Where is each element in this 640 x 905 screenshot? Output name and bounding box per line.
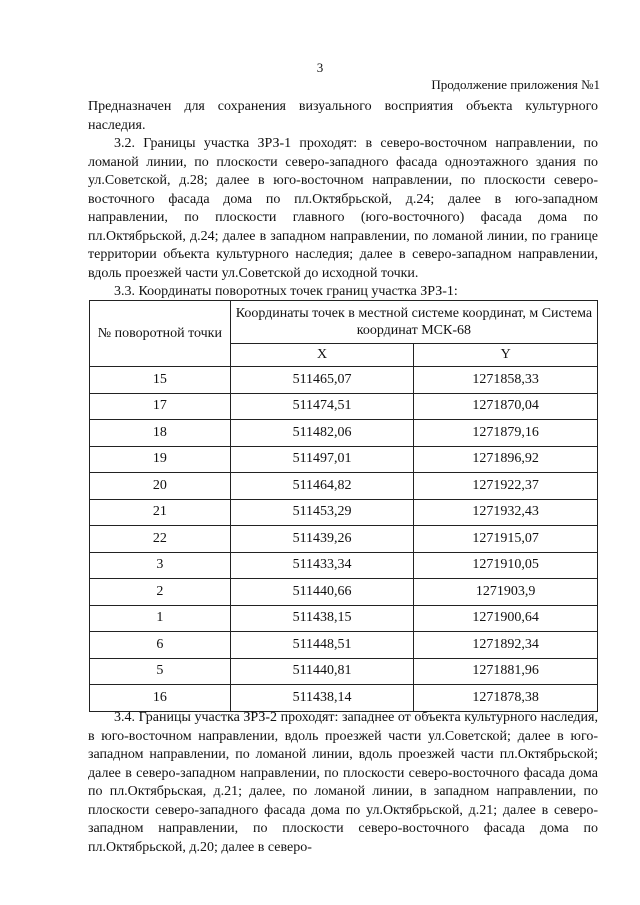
y-coordinate-cell: 1271896,92 [414,446,598,473]
table-row [90,420,598,447]
point-number-cell: 22 [90,526,231,553]
y-coordinate-cell: 1271881,96 [414,658,598,685]
text-block-top [88,98,598,302]
table-row [90,526,598,553]
header-point-number: № поворотной точки [90,301,231,367]
x-coordinate-cell: 511440,81 [230,658,414,685]
table-row [90,393,598,420]
point-number-cell: 1 [90,605,231,632]
point-number-cell: 17 [90,393,231,420]
point-number-cell: 20 [90,473,231,500]
x-coordinate-cell: 511438,15 [230,605,414,632]
paragraph-purpose: Предназначен для сохранения визуального восприятия объекта культурного наследия. [88,99,598,133]
point-number-cell: 6 [90,632,231,659]
x-coordinate-cell: 511465,07 [230,367,414,394]
point-number-cell: 3 [90,552,231,579]
x-coordinate-cell: 511440,66 [230,579,414,606]
point-number-cell: 15 [90,367,231,394]
y-coordinate-cell: 1271892,34 [414,632,598,659]
appendix-label: Продолжение приложения №1 [431,77,600,92]
coordinates-table-body [90,367,598,712]
x-coordinate-cell: 511482,06 [230,420,414,447]
point-number-cell: 5 [90,658,231,685]
table-row [90,685,598,712]
table-row [90,605,598,632]
y-coordinate-cell: 1271932,43 [414,499,598,526]
paragraph-zrz1-boundaries: 3.2. Границы участка ЗРЗ-1 проходят: в северо-восточном направлении, по ломаной линии, по плоскости северо-западного фасада одноэтажного здания по ул.Советской, д.28; далее в юго-восточном направлении, по плоскости северо-восточного фасада дома по пл.Октябрьской, д.24; далее в юго-западном направлении, по плоскости главного (юго-восточного) фасада дома по пл.Октябрьской, д.24; далее в западном направлении, по ломаной линии, по границе территории объекта культурного наследия; далее в северо-западном направлении, вдоль проезжей части ул.Советской до исходной точки. [88,136,598,281]
x-coordinate-cell: 511439,26 [230,526,414,553]
y-coordinate-cell: 1271922,37 [414,473,598,500]
text-block-bottom [88,709,598,857]
x-coordinate-cell: 511433,34 [230,552,414,579]
y-coordinate-cell: 1271915,07 [414,526,598,553]
y-coordinate-cell: 1271870,04 [414,393,598,420]
table-row [90,552,598,579]
point-number-cell: 19 [90,446,231,473]
header-x: X [230,344,414,367]
point-number-cell: 21 [90,499,231,526]
point-number-cell: 16 [90,685,231,712]
table-row [90,473,598,500]
y-coordinate-cell: 1271903,9 [414,579,598,606]
table-row [90,367,598,394]
table-row [90,579,598,606]
x-coordinate-cell: 511453,29 [230,499,414,526]
point-number-cell: 18 [90,420,231,447]
page-number: 3 [316,60,324,75]
x-coordinate-cell: 511464,82 [230,473,414,500]
table-row [90,446,598,473]
header-coordinates: Координаты точек в местной системе координат, м Система координат МСК-68 [230,301,597,344]
coordinates-table [89,300,598,712]
y-coordinate-cell: 1271878,38 [414,685,598,712]
y-coordinate-cell: 1271858,33 [414,367,598,394]
point-number-cell: 2 [90,579,231,606]
table-row [90,499,598,526]
x-coordinate-cell: 511474,51 [230,393,414,420]
paragraph-zrz2-boundaries: 3.4. Границы участка ЗРЗ-2 проходят: западнее от объекта культурного наследия, в юго-восточном направлении, вдоль проезжей части ул.Советской; далее в юго-западном направлении, по ломаной линии, вдоль проезжей части пл.Октябрьской; далее в северо-западном направлении, по плоскости северо-восточного фасада дома по пл.Октябрьская, д.21; далее, по ломаной линии, в западном направлении, по плоскости северо-западного фасада дома по ул.Октябрьской, д.21; далее в северо-западном направлении, по плоскости северо-восточного фасада дома по пл.Октябрьской, д.20; далее в северо- [88,710,598,855]
paragraph-zrz1-coords-title: 3.3. Координаты поворотных точек границ участка ЗРЗ-1: [114,284,458,299]
y-coordinate-cell: 1271879,16 [414,420,598,447]
y-coordinate-cell: 1271900,64 [414,605,598,632]
x-coordinate-cell: 511438,14 [230,685,414,712]
header-y: Y [414,344,598,367]
x-coordinate-cell: 511497,01 [230,446,414,473]
table-row [90,658,598,685]
table-row [90,632,598,659]
y-coordinate-cell: 1271910,05 [414,552,598,579]
x-coordinate-cell: 511448,51 [230,632,414,659]
